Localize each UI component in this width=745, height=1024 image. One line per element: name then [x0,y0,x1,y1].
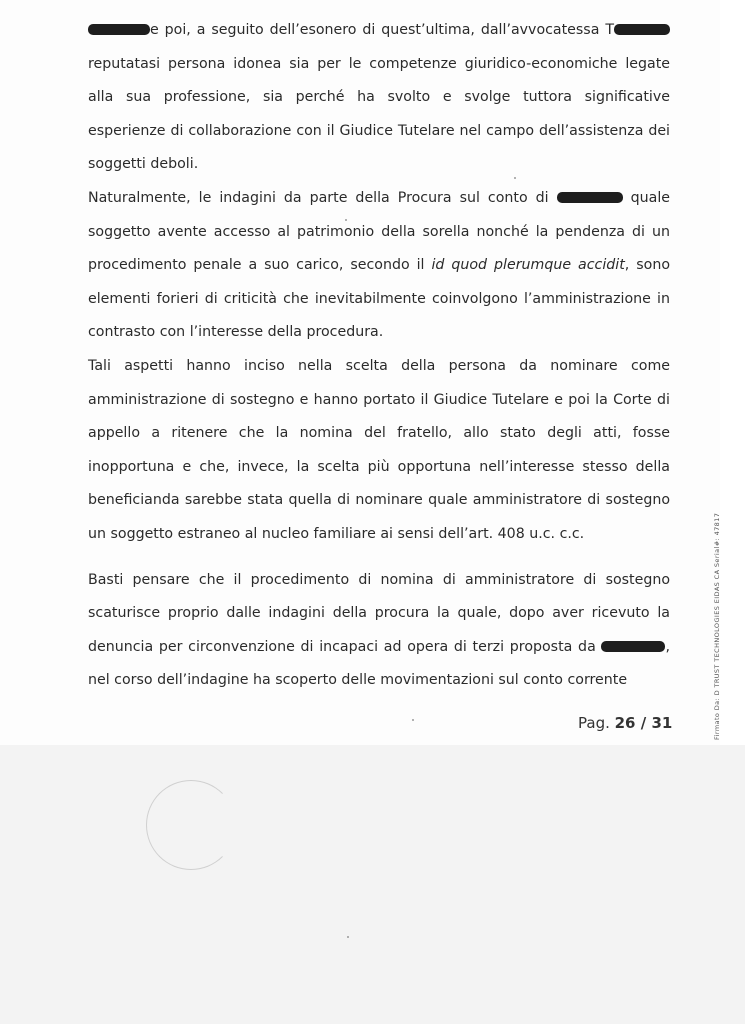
redaction-mark [614,24,670,35]
scan-speck [345,219,347,221]
scan-speck [412,719,414,721]
redaction-mark [557,192,623,203]
scan-speck [347,936,349,938]
scan-speck [514,177,516,179]
page-number: Pag. 26 / 31 [578,714,673,732]
scan-background [0,745,745,1024]
circle-stamp-outline [146,780,236,870]
paragraph-1: e poi, a seguito dell’esonero di quest’ultima, dall’avvocatessa T reputatasi persona idonea sia per le competenze giuridico-economiche legate alla sua professione, sia perché ha svolto e svolge tuttora significative esperienze di collaborazione con il Giudice Tutelare nel campo dell’assistenza dei soggetti deboli. [88,22,670,173]
body-text [88,14,670,698]
paragraph-4: Basti pensare che il procedimento di nomina di amministratore di sostegno scaturisce proprio dalle indagini della procura la quale, dopo aver ricevuto la denuncia per circonvenzione di incapaci ad opera di terzi proposta da , nel corso dell’indagine ha scoperto delle movimentazioni sul conto corrente [88,571,670,689]
redaction-mark [88,24,150,35]
paragraph-3: Tali aspetti hanno inciso nella scelta della persona da nominare come amministrazione di sostegno e hanno portato il Giudice Tutelare e poi la Corte di appello a ritenere che la nomina del fratello, allo stato degli atti, fosse inopportuna e che, invece, la scelta più opportuna nell’interesse stesso della beneficianda sarebbe stata quella di nominare quale amministratore di sostegno un soggetto estraneo al nucleo familiare ai sensi dell’art. 408 u.c. c.c. [88,357,670,542]
redaction-mark [601,641,665,652]
paragraph-2: Naturalmente, le indagini da parte della Procura sul conto di quale soggetto avente accesso al patrimonio della sorella nonché la pendenza di un procedimento penale a suo carico, secondo il id quod plerumque accidit, sono elementi forieri di criticità che inevitabilmente coinvolgono l’amministrazione in contrasto con l’interesse della procedura. [88,189,670,341]
signature-sidebar: Firmato Da: D TRUST TECHNOLOGIES EIDAS CA Serial#: 47817 [713,512,721,740]
